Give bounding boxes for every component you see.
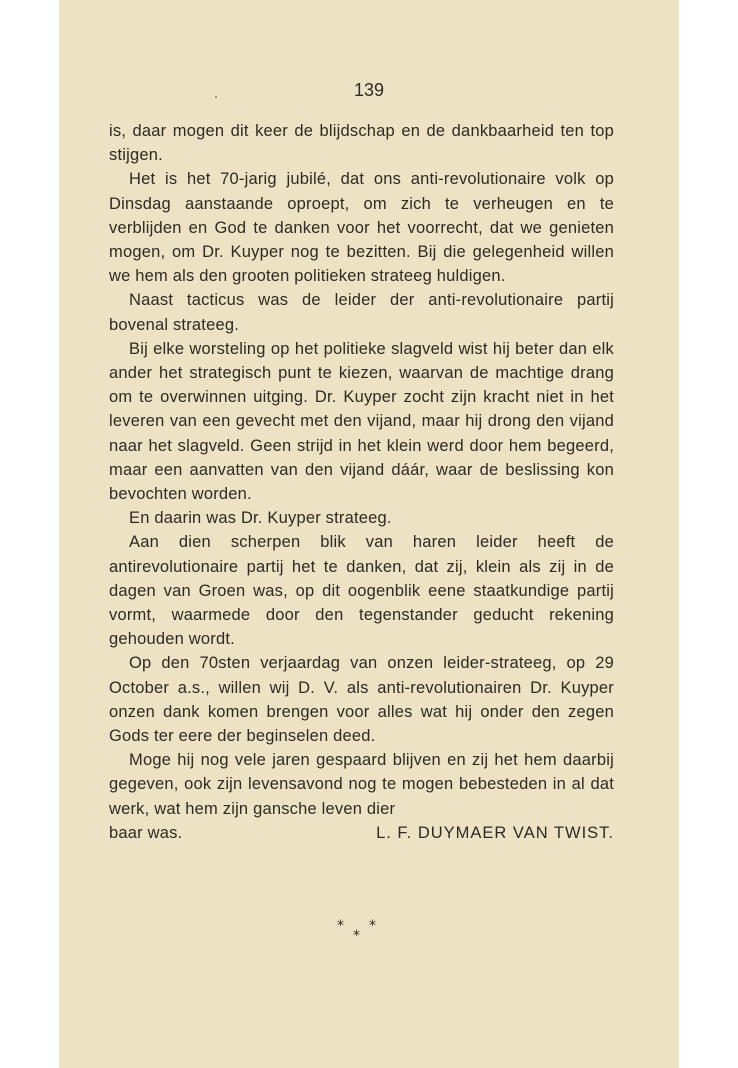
signature: L. F. DUYMAER VAN TWIST. (376, 823, 614, 842)
paragraph: Naast tacticus was de leider der anti-revolutionaire partij bovenal strateeg. (109, 291, 614, 334)
body-text (109, 119, 614, 845)
asterisk: * (353, 928, 360, 944)
paragraph: is, daar mogen dit keer de blijdschap en de dankbaarheid ten top stijgen. (109, 122, 614, 165)
paragraph: En daarin was Dr. Kuyper strateeg. (129, 509, 392, 528)
paragraph: Op den 70sten verjaardag van onzen leider-strateeg, op 29 October a.s., willen wij D. V. als anti-revolutionairen Dr. Kuyper onzen dank komen brengen voor alles wat hij onder den zegen Gods ter eere der beginselen deed. (109, 654, 614, 746)
asterisk: * (369, 918, 376, 934)
page-number: 139 (353, 80, 385, 100)
asterism (329, 918, 389, 948)
paragraph: Bij elke worsteling op het politieke slagveld wist hij beter dan elk ander het strategisch punt te kiezen, waarvan de machtige drang om te overwinnen uitging. Dr. Kuyper zocht zijn kracht niet in het leveren van een gevecht met den vijand, maar hij drong den vijand naar het slagveld. Geen strijd in het klein werd door hem begeerd, maar een aanvatten van den vijand dáár, waar de beslissing kon bevochten worden. (109, 339, 614, 504)
paragraph: Aan dien scherpen blik van haren leider heeft de antirevolutionaire partij het te danken, dat zij, klein als zij in de dagen van Groen was, op dit oogenblik eene staatkundige partij vormt, waarmede door den tegenstander geducht rekening gehouden wordt. (109, 533, 614, 649)
book-page (59, 0, 679, 1068)
paragraph: Het is het 70-jarig jubilé, dat ons anti-revolutionaire volk op Dinsdag aanstaande oproept, om zich te verheugen en te verblijden en God te danken voor het voorrecht, dat we genieten mogen, om Dr. Kuyper nog te bezitten. Bij die gelegenheid willen we hem als den grooten politieken strateeg huldigen. (109, 170, 614, 286)
asterisk: * (337, 918, 344, 934)
paragraph-closing: Moge hij nog vele jaren gespaard blijven en zij het hem daarbij gegeven, ook zijn levensavond nog te mogen bebesteden in al dat werk, wat hem zijn gansche leven dier (109, 751, 614, 818)
closing-line-end: baar was. (109, 823, 183, 842)
speck (215, 96, 217, 98)
closing-line (109, 821, 614, 845)
